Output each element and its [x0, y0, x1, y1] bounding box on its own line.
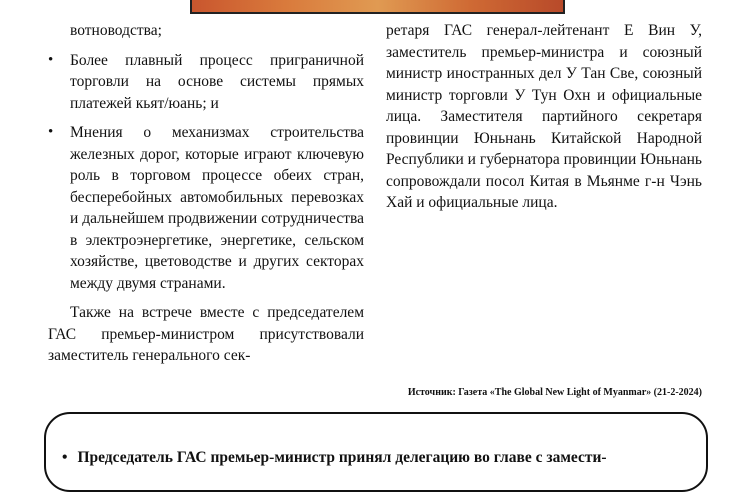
- left-column: [48, 20, 364, 367]
- bullet-icon: •: [62, 449, 68, 466]
- article-photo-bottom-edge: [190, 0, 565, 14]
- right-column: [386, 20, 702, 214]
- bullet-icon: •: [48, 51, 54, 68]
- body-paragraph-continued: ретаря ГАС генерал-лейтенант Е Вин У, заместитель премьер-министра и союзный министр иностранных дел У Тан Све, союзный министр торговли У Тун Охн и официальные лица. Заместителя партийного секретаря провинции Юньнань Китайской Народной Республики и губернатора провинции Юньнань сопровождали посол Китая в Мьянме г-н Чэнь Хай и официальные лица.: [386, 22, 702, 211]
- continued-list-text: вотноводства;: [70, 22, 162, 39]
- list-item: • Более плавный процесс приграничной торговли на основе системы прямых платежей кьят/юань; и: [48, 51, 364, 112]
- source-note: Источник: Газета «The Global New Light of Myanmar» (21-2-2024): [407, 387, 702, 398]
- body-paragraph: Также на встрече вместе с председателем ГАС премьер-министром присутствовали заместитель генерального сек-: [48, 304, 364, 364]
- bullet-list: [48, 50, 364, 295]
- list-item: • Мнения о механизмах строительства железных дорог, которые играют ключевую роль в торговом процессе обеих стран, бесперебойных автомобильных перевозках и дальнейшем продвижении сотрудничества в электроэнергетике, энергетике, сельском хозяйстве, цветоводстве и других секторах между двумя странами.: [48, 124, 364, 292]
- highlight-box-text: • Председатель ГАС премьер-министр принял делегацию во главе с замести-: [62, 449, 607, 466]
- bullet-icon: •: [48, 124, 54, 140]
